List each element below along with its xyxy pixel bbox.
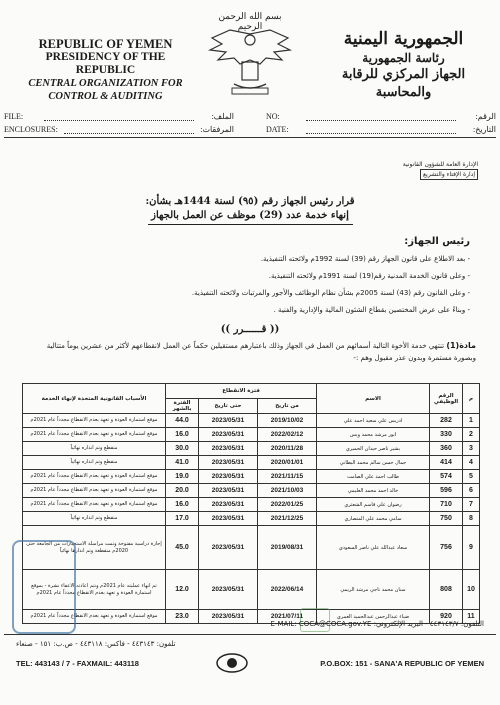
decided-heading: (( قــــــرر )) bbox=[220, 324, 280, 335]
cell-from: 2022/02/12 bbox=[258, 428, 317, 442]
cell-reason: إجازة دراسية مفتوحة وتمت مراسلة الاستخبارات من الجامعة حتى 2020م منقطعة وتم انذارها نهائياً bbox=[23, 526, 166, 570]
letterhead-en-line-4: CONTROL & AUDITING bbox=[48, 91, 163, 102]
cell-job-no: 282 bbox=[430, 414, 463, 428]
letterhead-ar-line-1: الجمهورية اليمنية bbox=[343, 29, 464, 49]
yemen-eagle-emblem-icon bbox=[200, 12, 300, 104]
date-field bbox=[266, 125, 496, 137]
cell-to: 2023/05/31 bbox=[199, 456, 258, 470]
department-line-2: إدارة الإفتاء والتشريع bbox=[420, 169, 478, 180]
arabic-letterhead bbox=[321, 28, 486, 102]
cell-reason: موقع استمارة العودة و تعهد بعدم الانقطاع مجدداً عام 2021م bbox=[23, 414, 166, 428]
table-row bbox=[23, 470, 480, 484]
cell-duration: 41.0 bbox=[166, 456, 199, 470]
col-header-reasons: الأسباب القانونية المتخذة لإنهاء الخدمة bbox=[23, 384, 166, 414]
english-letterhead bbox=[18, 38, 193, 103]
file-label-ar: الملف: bbox=[211, 112, 234, 121]
cell-to: 2023/05/31 bbox=[199, 470, 258, 484]
cell-m: 6 bbox=[463, 484, 480, 498]
cell-from: 2021/11/15 bbox=[258, 470, 317, 484]
cell-m: 8 bbox=[463, 512, 480, 526]
cell-m: 11 bbox=[463, 610, 480, 624]
cell-duration: 44.0 bbox=[166, 414, 199, 428]
cell-to: 2023/05/31 bbox=[199, 512, 258, 526]
cell-reason: منقطع وتم انذاره نهائياً bbox=[23, 512, 166, 526]
cell-to: 2023/05/31 bbox=[199, 414, 258, 428]
cell-name: طالب احمد علي الصامت bbox=[317, 470, 430, 484]
cell-to: 2023/05/31 bbox=[199, 442, 258, 456]
cell-job-no: 596 bbox=[430, 484, 463, 498]
cell-name: سنان محمد ناجي مرشد الريمي bbox=[317, 570, 430, 610]
cell-name: سعاد عبدالله علي ناصر السعودي bbox=[317, 526, 430, 570]
cell-reason: موقع استمارة العودة و تعهد بعدم الانقطاع مجدداً عام 2021م bbox=[23, 428, 166, 442]
cell-reason: موقع استمارة العودة و تعهد بعدم الانقطاع مجدداً عام 2021م bbox=[23, 610, 166, 624]
cell-m: 9 bbox=[463, 526, 480, 570]
cell-reason: منقطع وتم انذاره نهائياً bbox=[23, 456, 166, 470]
cell-from: 2022/01/25 bbox=[258, 498, 317, 512]
cell-to: 2023/05/31 bbox=[199, 610, 258, 624]
letterhead-en-line-3: CENTRAL ORGANIZATION FOR bbox=[28, 78, 183, 89]
cell-to: 2023/05/31 bbox=[199, 526, 258, 570]
cell-job-no: 750 bbox=[430, 512, 463, 526]
enclosures-label-ar: المرفقات: bbox=[200, 125, 234, 134]
col-header-job-no: الرقم الوظيفي bbox=[430, 384, 463, 414]
table-row bbox=[23, 498, 480, 512]
cell-m: 10 bbox=[463, 570, 480, 610]
cell-from: 2021/12/25 bbox=[258, 512, 317, 526]
cell-reason: موقع استمارة العودة و تعهد بعدم الانقطاع مجدداً عام 2021م bbox=[23, 498, 166, 512]
cell-m: 1 bbox=[463, 414, 480, 428]
cell-m: 4 bbox=[463, 456, 480, 470]
cell-reason: موقع استمارة العودة و تعهد بعدم الانقطاع مجدداً عام 2021م bbox=[23, 470, 166, 484]
cell-from: 2021/10/03 bbox=[258, 484, 317, 498]
letterhead-en-line-1: REPUBLIC OF YEMEN bbox=[38, 37, 173, 51]
cell-job-no: 920 bbox=[430, 610, 463, 624]
cell-to: 2023/05/31 bbox=[199, 498, 258, 512]
preamble-line-3: - وعلى القانون رقم (43) لسنة 2005م بشأن نظام الوظائف والأجور والمرتبات ولائحته التنفيذية. bbox=[191, 289, 470, 297]
file-field bbox=[4, 112, 234, 124]
col-header-to: حتى تاريخ bbox=[199, 399, 258, 414]
number-label-en: NO: bbox=[266, 112, 280, 121]
cell-from: 2021/07/11 bbox=[258, 610, 317, 624]
cell-job-no: 710 bbox=[430, 498, 463, 512]
cell-duration: 45.0 bbox=[166, 526, 199, 570]
coca-logo-icon bbox=[215, 648, 249, 678]
cell-from: 2022/06/14 bbox=[258, 570, 317, 610]
title-underline bbox=[148, 224, 353, 225]
cell-name: رضوان علي قاسم الشعثري bbox=[317, 498, 430, 512]
letterhead-ar-line-2: رئاسة الجمهورية bbox=[362, 51, 445, 65]
col-header-duration: الفترة بالشهر bbox=[166, 399, 199, 414]
article-1 bbox=[28, 340, 476, 364]
official-stamp-icon bbox=[12, 540, 76, 634]
cell-reason: تم انهاء عمليته عام 2021م ونتم اعادته الاعفاء نشرة - بموقع استمارة العودة و تعهد بعدم الانقطاع مجدداً عام 2021م bbox=[23, 570, 166, 610]
cell-m: 5 bbox=[463, 470, 480, 484]
cell-duration: 12.0 bbox=[166, 570, 199, 610]
article-label: مادة(1) bbox=[446, 341, 476, 350]
enclosures-label-en: ENCLOSURES: bbox=[4, 125, 58, 134]
preamble-line-1: - بعد الاطلاع على قانون الجهاز رقم (39) لسنة 1992م ولائحته التنفيذية. bbox=[260, 255, 470, 263]
cell-job-no: 414 bbox=[430, 456, 463, 470]
footer-contact-ar: التلفون: ٤٤٣١٤٣/٧ - البريد الإلكتروني: E-MAIL: COCA@COCA.gov.YE bbox=[270, 620, 484, 628]
number-field bbox=[266, 112, 496, 124]
cell-job-no: 808 bbox=[430, 570, 463, 610]
decision-subject: إنهاء خدمة عدد (29) موظف عن العمل بالجهاز bbox=[151, 210, 349, 221]
cell-to: 2023/05/31 bbox=[199, 570, 258, 610]
cell-from: 2020/11/28 bbox=[258, 442, 317, 456]
cell-name: جمال حسن سالم محمد البطاني bbox=[317, 456, 430, 470]
cell-duration: 19.0 bbox=[166, 470, 199, 484]
col-header-m: م bbox=[463, 384, 480, 414]
cell-to: 2023/05/31 bbox=[199, 484, 258, 498]
footer-address: P.O.BOX: 151 - SANA'A REPUBLIC OF YEMEN bbox=[320, 659, 484, 668]
footer-phone-ar: تلفون: ٤٤٣١٤٣ - فاكس: ٤٤٣١١٨ - ص.ب: ١٥١ - صنعاء bbox=[16, 640, 176, 648]
preamble-line-4: - وبناءً على عرض المختصين بقطاع الشئون المالية والإدارية والفنية . bbox=[273, 306, 470, 314]
cell-duration: 17.0 bbox=[166, 512, 199, 526]
basmala: بسم الله الرحمن الرحيم bbox=[218, 12, 282, 32]
footer-tel-fax: TEL: 443143 / 7 - FAXMAIL: 443118 bbox=[16, 659, 139, 668]
cell-from: 2019/10/02 bbox=[258, 414, 317, 428]
cell-job-no: 756 bbox=[430, 526, 463, 570]
date-label-en: DATE: bbox=[266, 125, 289, 134]
footer-divider bbox=[4, 634, 496, 635]
table-row bbox=[23, 570, 480, 610]
table-row bbox=[23, 526, 480, 570]
table-row bbox=[23, 428, 480, 442]
department-line-1: الإدارة العامة للشؤون القانونية bbox=[402, 161, 478, 168]
col-header-from: من تاريخ bbox=[258, 399, 317, 414]
addressee: رئيس الجهاز: bbox=[404, 236, 470, 247]
cell-job-no: 574 bbox=[430, 470, 463, 484]
cell-duration: 16.0 bbox=[166, 498, 199, 512]
cell-to: 2023/05/31 bbox=[199, 428, 258, 442]
file-label-en: FILE: bbox=[4, 112, 24, 121]
cell-from: 2019/08/31 bbox=[258, 526, 317, 570]
cell-duration: 16.0 bbox=[166, 428, 199, 442]
header-divider bbox=[4, 137, 496, 138]
number-label-ar: الرقم: bbox=[475, 112, 496, 121]
cell-job-no: 360 bbox=[430, 442, 463, 456]
decision-title: قرار رئيس الجهاز رقم (٩٥) لسنة 1444هـ بشأن: bbox=[145, 196, 355, 207]
cell-duration: 30.0 bbox=[166, 442, 199, 456]
cell-from: 2020/01/01 bbox=[258, 456, 317, 470]
table-row bbox=[23, 512, 480, 526]
cell-name: سامي محمد علي المنصاري bbox=[317, 512, 430, 526]
letterhead-en-line-2: PRESIDENCY OF THE REPUBLIC bbox=[45, 51, 166, 76]
preamble-line-2: - وعلى قانون الخدمة المدنية رقم(19) لسنة 1991م ولائحته التنفيذية. bbox=[268, 272, 470, 280]
cell-reason: موقع استمارة العودة و تعهد بعدم الانقطاع مجدداً عام 2021م bbox=[23, 484, 166, 498]
cell-name: ادريس علي سعيد احمد علي bbox=[317, 414, 430, 428]
cell-name: خالد احمد محمد العليمي bbox=[317, 484, 430, 498]
table-row bbox=[23, 442, 480, 456]
table-row bbox=[23, 456, 480, 470]
table-row bbox=[23, 484, 480, 498]
cell-job-no: 330 bbox=[430, 428, 463, 442]
terminated-staff-table bbox=[22, 383, 480, 624]
letterhead-ar-line-3: الجهاز المركزي للرقابة والمحاسبة bbox=[341, 67, 466, 100]
col-header-name: الاسم bbox=[317, 384, 430, 414]
department-label bbox=[358, 160, 478, 180]
cell-m: 3 bbox=[463, 442, 480, 456]
table-row bbox=[23, 414, 480, 428]
cell-name: ضياء عبدالرحمن عبدالحميد العمري bbox=[317, 610, 430, 624]
cell-reason: منقطع وتم انذاره نهائياً bbox=[23, 442, 166, 456]
cell-m: 2 bbox=[463, 428, 480, 442]
cell-name: بشير ناصر حيدان الحميري bbox=[317, 442, 430, 456]
cell-m: 7 bbox=[463, 498, 480, 512]
cell-duration: 20.0 bbox=[166, 484, 199, 498]
enclosures-field bbox=[4, 125, 234, 137]
cell-name: انور مرشد محمد ويس bbox=[317, 428, 430, 442]
cell-duration: 23.0 bbox=[166, 610, 199, 624]
article-text: تنتهي خدمة الأخوة التالية أسمائهم من العمل في الجهاز وذلك باعتبارهم مستقيلين حكماً عن العمل لانقطاعهم لأكثر من عشرين يوماً متتالية وبصورة مستمرة وبدون عذر مقبول وهم :- bbox=[46, 342, 476, 362]
col-header-period: فترة الانقطاع bbox=[166, 384, 317, 399]
date-label-ar: التاريخ: bbox=[473, 125, 496, 134]
